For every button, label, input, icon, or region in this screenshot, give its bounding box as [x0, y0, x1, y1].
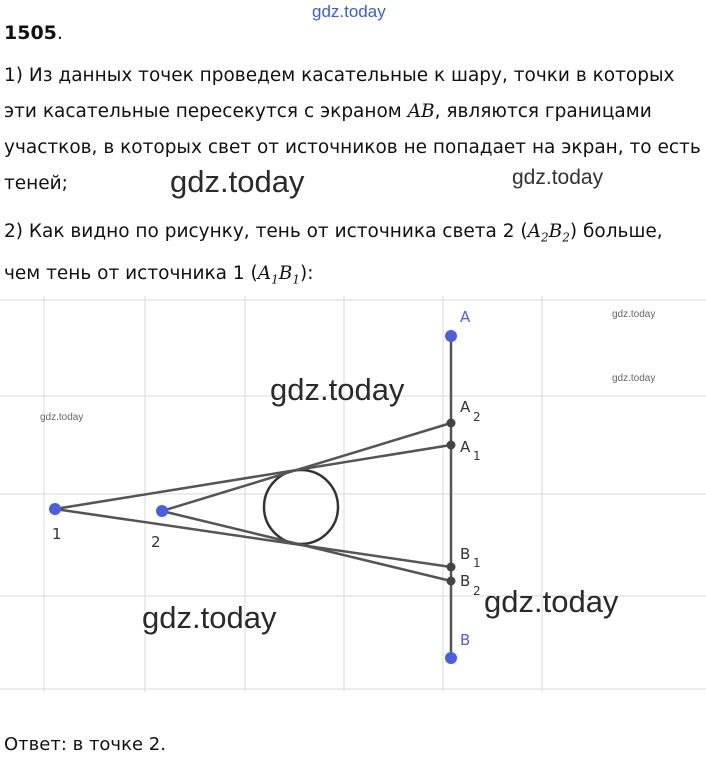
- watermark-text-right: gdz.today: [512, 166, 604, 189]
- ball: [264, 470, 338, 544]
- label-a: A: [460, 308, 471, 326]
- label-b2-sub: 2: [473, 584, 481, 598]
- light-source-2: [156, 505, 168, 517]
- tangent-2-upper: [162, 423, 451, 511]
- point-a2: [447, 419, 456, 428]
- paragraph-2: 2) Как видно по рисунку, тень от источника света 2 $(A_2B_2)$ больше, чем тень от источника 1 $(A_1B_1)$:: [4, 221, 663, 287]
- optics-figure: [0, 296, 706, 696]
- tangent-lines: [55, 423, 451, 581]
- label-source-2: 2: [151, 533, 161, 551]
- label-b: B: [460, 631, 471, 649]
- watermark-fig-small-right-2: gdz.today: [612, 373, 656, 384]
- label-b2: B: [460, 572, 471, 590]
- point-b2: [447, 577, 456, 586]
- label-a2: A: [460, 398, 471, 416]
- watermark-fig-bottom-left: gdz.today: [142, 600, 277, 635]
- label-b1-sub: 1: [473, 556, 481, 570]
- watermark-fig-small-right-1: gdz.today: [612, 309, 656, 320]
- watermark-fig-small-left: gdz.today: [40, 412, 84, 423]
- watermark-text-left: gdz.today: [170, 164, 305, 199]
- paragraph-1: 1) Из данных точек проведем касательные к шару, точки в которых эти касательные пересекутся с экраном AB, являются границами участков, в которых свет от источников не попадает на экран, то есть теней;: [4, 65, 701, 194]
- watermark-fig-center: gdz.today: [270, 372, 405, 407]
- label-a2-sub: 2: [473, 410, 481, 424]
- light-source-1: [49, 503, 61, 515]
- tangent-1-upper: [55, 445, 451, 509]
- answer-text: Ответ: в точке 2.: [4, 734, 166, 755]
- point-b: [445, 652, 457, 664]
- point-b1: [447, 563, 456, 572]
- label-b1: B: [460, 545, 471, 563]
- problem-number: 1505.: [4, 22, 63, 44]
- watermark-fig-bottom-right: gdz.today: [484, 584, 619, 619]
- label-a1-sub: 1: [473, 449, 481, 463]
- tangent-2-lower: [162, 511, 451, 581]
- watermark-top: gdz.today: [312, 2, 386, 21]
- label-a1: A: [460, 438, 471, 456]
- point-a: [445, 330, 457, 342]
- tangent-1-lower: [55, 509, 451, 567]
- grid: [0, 296, 706, 692]
- point-a1: [447, 441, 456, 450]
- label-source-1: 1: [52, 525, 62, 543]
